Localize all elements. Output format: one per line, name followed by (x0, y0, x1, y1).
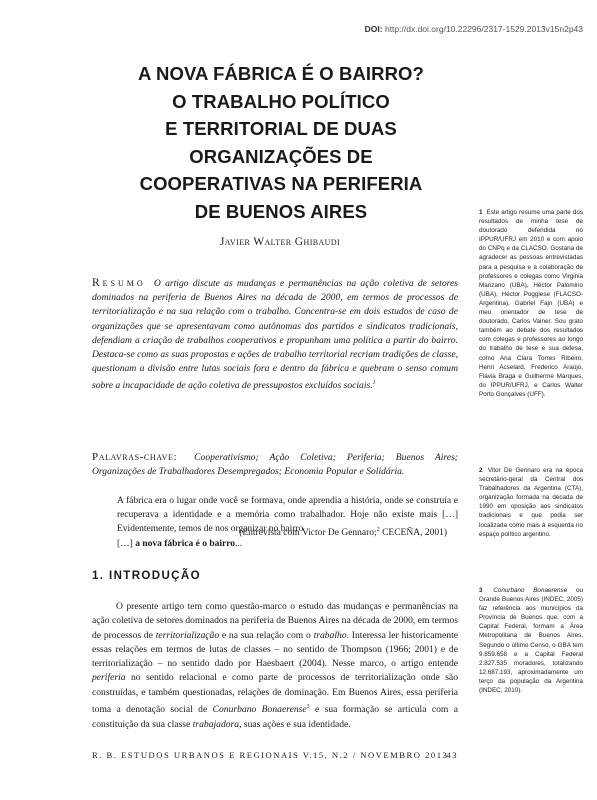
doi-label: DOI: (364, 24, 383, 34)
footnote-number: 2 (479, 467, 483, 474)
epigraph-quote (117, 494, 458, 551)
body-emphasis: trabajadora (192, 718, 240, 730)
footnote-number: 1 (479, 209, 483, 216)
title-line: A NOVA FÁBRICA É O BAIRRO? (138, 63, 424, 84)
epigraph-source-post: CECEÑA, 2001) (379, 528, 447, 539)
body-text-run: no sentido relacional e como parte de processos de territorialização onde são construídas, e também questionadas, relações de dominação. Em Buenos Aires, essa periferia toma a denotação social de (92, 672, 458, 716)
title-line: DE BUENOS AIRES (194, 200, 368, 222)
footnote-ref[interactable]: 3 (306, 704, 310, 711)
keywords-text: Cooperativismo; Ação Coletiva; Periferia; Buenos Aires; Organizações de Trabalhadores Desempregados; Economia Popular e Solidária. (92, 452, 458, 478)
body-text-run: O presente artigo tem como questão-marco o estudo das mudanças e permanências na ação coletiva de setores dominados na periferia de Buenos Aires na década de 2000, em termos de processos de (92, 601, 458, 641)
title-line: O TRABALHO POLÍTICO (172, 90, 390, 112)
article-title (76, 60, 486, 225)
footnote (479, 208, 583, 399)
doi-line (365, 24, 583, 34)
page-footer (92, 750, 458, 760)
footnote-ref[interactable]: 2 (376, 527, 380, 533)
body-text-run: , suas ações e sua identidade. (239, 718, 351, 730)
epigraph-end: ... (235, 538, 243, 549)
keywords-label: Palavras-chave: (92, 451, 178, 463)
body-emphasis: Conurbano Bonaerense (212, 704, 307, 716)
footnote-text: Este artigo resume uma parte dos resultados de minha tese de doutorado defendida no IPPUR/UFRJ em 2010 e com apoio do CNPq e da CLACSO. Gostaria de agradecer as pessoas entrevistadas para a pesquisa e a colaboração de professores e colegas como Virginia Manzano (UBA), Héctor Palomino (UBA), Héctor Poggiese (FLACSO-Argentina), Gabriel Fajn (UBA) e meu orientador de tese de doutorado, Carlos Vainer. Sou grato também ao debate dos resultados com colegas e professores ao longo do trabalho de tese e sua defesa, como Ana Clara Torres Ribeiro, Henri Acselard, Frederico Araújo, Flávia Braga e Guilherme Marques, do IPPUR/UFRJ, e Carlos Walter Porto Gonçalves (UFF). (479, 209, 583, 398)
epigraph-highlight: a nova fábrica é o bairro (135, 538, 236, 549)
epigraph-source-pre: (Entrevista com Victor De Gennaro; (239, 528, 377, 539)
body-emphasis: trabalho (313, 629, 347, 641)
author-name: Javier Walter Ghibaudi (219, 236, 341, 248)
doi-link[interactable]: http://dx.doi.org/10.22296/2317-1529.2013v15n2p43 (384, 24, 583, 34)
body-emphasis: periferia (92, 672, 126, 684)
epigraph-text: A fábrica era o lugar onde você se formava, onde aprendia a história, onde se construía e recuperava a identidade e a memória como trabalhador. Hoje não existe mais […] Evidentemente, temos de nos organizar no bairro (117, 496, 458, 535)
footnote-emphasis: Conurbano Bonaerense (493, 587, 568, 594)
section-heading: 1. INTRODUÇÃO (92, 570, 201, 582)
abstract-text: O artigo discute as mudanças e permanências na ação coletiva de setores dominados na periferia de Buenos Aires na década de 2000, em termos de processos de territorialização e na sua relação com o trabalho. Concentra-se em dois estudos de caso de organizações que se apresentavam como autônomas dos partidos e sindicatos tradicionais, defendiam a criação de trabalhos cooperativos e propunham uma política a partir do bairro. Destaca-se como as suas propostas e ações de trabalho territorial recriam tradições de classe, questionam a divisão entre lutas sociais fora e dentro da fábrica e quebram o senso comum sobre a incapacidade de ação coletiva de pressupostos excluídos sociais. (92, 278, 458, 392)
page-number: 43 (446, 750, 458, 760)
footnote-text: Vitor De Gennaro era na época secretário-geral da Central dos Trabalhadores da Argentina (CTA), organização formada na década de 1990 em oposição aos sindicatos tradicionais e que podia ser localizada como mais à esquerda no espaço político argentino. (479, 467, 583, 538)
title-line: ORGANIZAÇÕES DE (189, 145, 373, 167)
footnote (479, 466, 583, 539)
epigraph-ellipsis: […] (117, 538, 133, 549)
title-line: E TERRITORIAL DE DUAS (165, 118, 397, 139)
body-text (92, 600, 458, 732)
body-text-run: . Interessa ler historicamente essas relações em termos de lutas de classes – no sentido de Thompson (1966; 2001) e de territorialização – no sentido dado por Haesbaert (2004). Nesse marco, o artigo entende (92, 629, 458, 670)
abstract-label: Resumo (92, 277, 146, 289)
body-emphasis: territorialização (155, 629, 220, 641)
body-paragraph (92, 600, 458, 732)
footnote-number: 3 (479, 587, 483, 594)
body-text-run: e sua formação se articula com a constituição da sua classe (92, 704, 458, 730)
epigraph-source (117, 527, 447, 538)
title-line: COOPERATIVAS NA PERIFERIA (139, 173, 423, 194)
keywords (92, 450, 458, 479)
abstract (92, 276, 458, 394)
body-text-run: e na sua relação com o (219, 629, 314, 641)
footnote (479, 586, 583, 695)
footnote-text: ou Grande Buenos Aires (INDEC, 2005) faz referência aos municípios da Província de Buenos que, com a Capital Federal, formam a Área Metropolitana de Buenos Aires. Segundo o último Censo, o GBA tem 9.859.658 e a Capital Federal 2.827.535 moradores, totalizando 12.687.193, aproximadamente um terço da população da Argentina (INDEC, 2010). (479, 587, 583, 695)
journal-info: R. B. ESTUDOS URBANOS E REGIONAIS V.15, N.2 / NOVEMBRO 2013 (92, 750, 449, 760)
footnote-ref[interactable]: 1 (372, 380, 376, 387)
